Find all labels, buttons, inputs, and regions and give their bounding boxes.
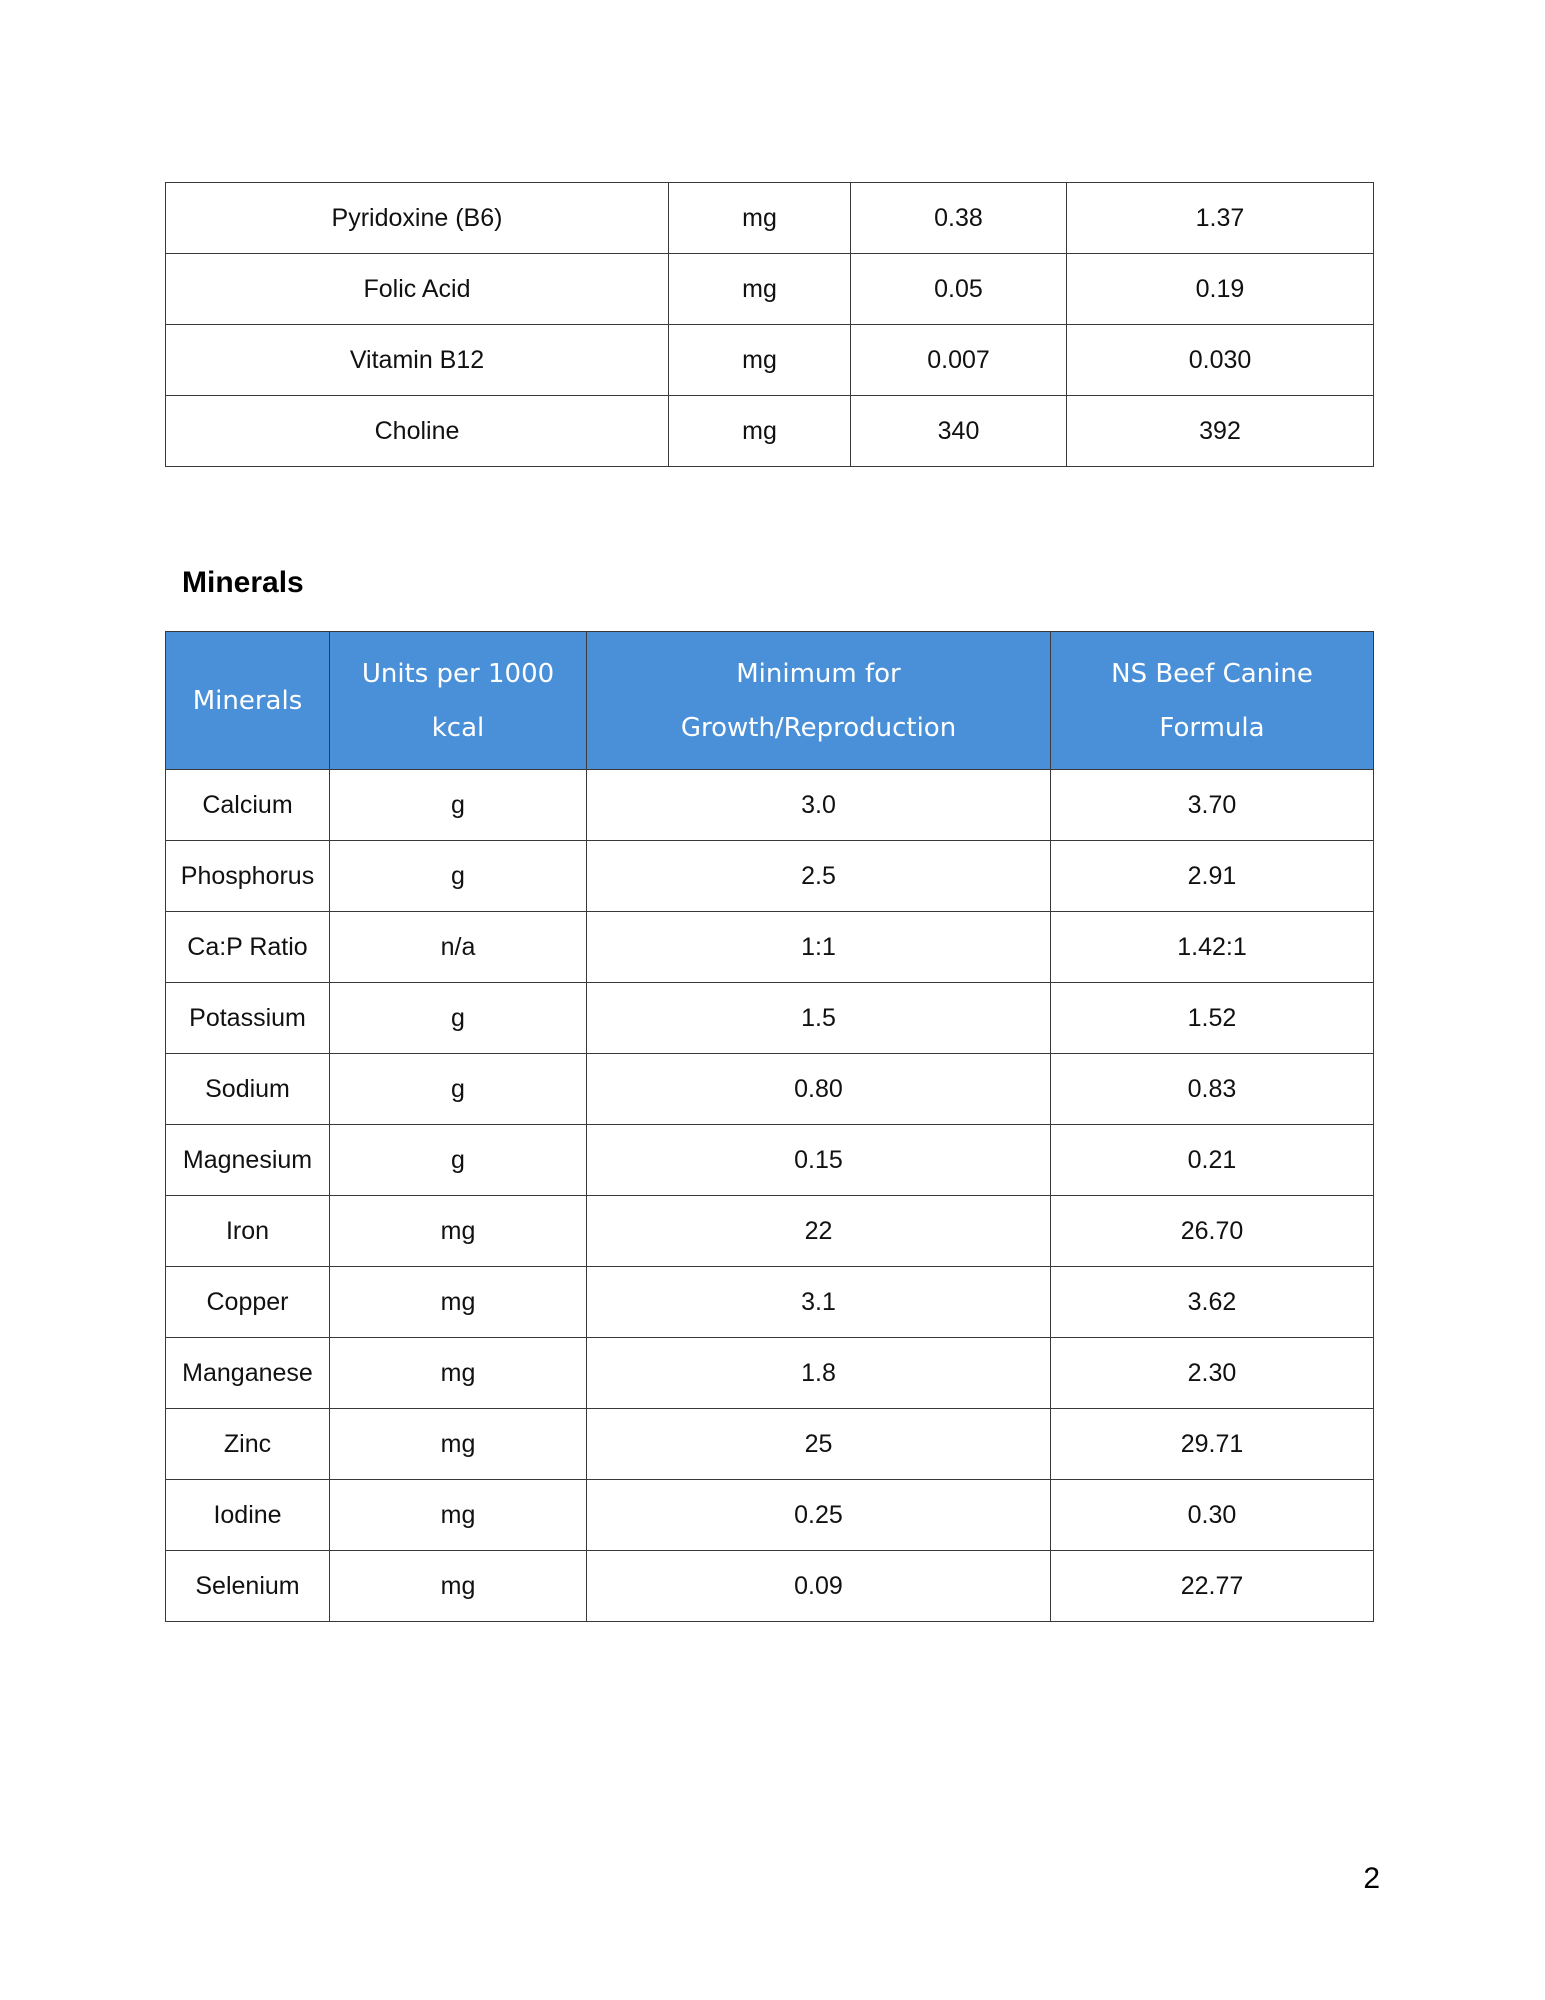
table-row (166, 1125, 1374, 1196)
mineral-name: Selenium (166, 1551, 330, 1622)
mineral-name: Phosphorus (166, 841, 330, 912)
nutrient-minimum: 0.007 (851, 325, 1067, 396)
mineral-name: Zinc (166, 1409, 330, 1480)
mineral-formula-value: 1.42:1 (1051, 912, 1374, 983)
mineral-minimum: 3.1 (587, 1267, 1051, 1338)
mineral-name: Potassium (166, 983, 330, 1054)
nutrient-unit: mg (669, 254, 851, 325)
nutrient-minimum: 340 (851, 396, 1067, 467)
mineral-unit: mg (330, 1338, 587, 1409)
mineral-formula-value: 1.52 (1051, 983, 1374, 1054)
table-row (166, 841, 1374, 912)
mineral-formula-value: 3.70 (1051, 770, 1374, 841)
mineral-name: Sodium (166, 1054, 330, 1125)
mineral-minimum: 2.5 (587, 841, 1051, 912)
mineral-formula-value: 2.30 (1051, 1338, 1374, 1409)
nutrient-formula-value: 0.19 (1067, 254, 1374, 325)
mineral-unit: mg (330, 1196, 587, 1267)
mineral-unit: n/a (330, 912, 587, 983)
column-header-units (330, 632, 587, 770)
mineral-minimum: 1.5 (587, 983, 1051, 1054)
mineral-unit: mg (330, 1267, 587, 1338)
column-header-minimum (587, 632, 1051, 770)
table-row (166, 1551, 1374, 1622)
mineral-unit: g (330, 1054, 587, 1125)
nutrient-name: Pyridoxine (B6) (166, 183, 669, 254)
mineral-unit: mg (330, 1409, 587, 1480)
mineral-unit: g (330, 841, 587, 912)
nutrient-name: Choline (166, 396, 669, 467)
mineral-formula-value: 3.62 (1051, 1267, 1374, 1338)
nutrient-formula-value: 0.030 (1067, 325, 1374, 396)
table-row (166, 1480, 1374, 1551)
mineral-unit: g (330, 770, 587, 841)
nutrient-minimum: 0.05 (851, 254, 1067, 325)
column-header-line: Minimum for (736, 658, 901, 689)
mineral-unit: mg (330, 1480, 587, 1551)
vitamins-table (165, 182, 1374, 467)
nutrient-minimum: 0.38 (851, 183, 1067, 254)
mineral-unit: g (330, 1125, 587, 1196)
mineral-minimum: 1:1 (587, 912, 1051, 983)
nutrient-formula-value: 1.37 (1067, 183, 1374, 254)
mineral-minimum: 1.8 (587, 1338, 1051, 1409)
column-header-formula (1051, 632, 1374, 770)
section-heading: Minerals (182, 566, 304, 599)
column-header-line: kcal (431, 712, 485, 743)
mineral-formula-value: 0.83 (1051, 1054, 1374, 1125)
page-number: 2 (1363, 1862, 1380, 1895)
mineral-formula-value: 22.77 (1051, 1551, 1374, 1622)
column-header-line: Formula (1159, 712, 1265, 743)
table-row (166, 983, 1374, 1054)
mineral-minimum: 3.0 (587, 770, 1051, 841)
nutrient-name: Vitamin B12 (166, 325, 669, 396)
mineral-minimum: 0.80 (587, 1054, 1051, 1125)
column-header-line: Units per 1000 (361, 658, 555, 689)
table-row (166, 183, 1374, 254)
table-row (166, 1267, 1374, 1338)
column-header-minerals (166, 632, 330, 770)
mineral-minimum: 25 (587, 1409, 1051, 1480)
mineral-formula-value: 29.71 (1051, 1409, 1374, 1480)
mineral-name: Iron (166, 1196, 330, 1267)
mineral-name: Ca:P Ratio (166, 912, 330, 983)
table-row (166, 1338, 1374, 1409)
nutrient-unit: mg (669, 325, 851, 396)
mineral-name: Calcium (166, 770, 330, 841)
mineral-name: Iodine (166, 1480, 330, 1551)
minerals-table (165, 631, 1374, 1622)
column-header-line: Growth/Reproduction (680, 712, 957, 743)
mineral-unit: mg (330, 1551, 587, 1622)
mineral-formula-value: 2.91 (1051, 841, 1374, 912)
table-row (166, 396, 1374, 467)
mineral-formula-value: 26.70 (1051, 1196, 1374, 1267)
column-header-line: NS Beef Canine (1111, 658, 1313, 689)
table-header-row (166, 632, 1374, 770)
mineral-minimum: 0.15 (587, 1125, 1051, 1196)
mineral-formula-value: 0.21 (1051, 1125, 1374, 1196)
nutrient-unit: mg (669, 183, 851, 254)
mineral-minimum: 0.25 (587, 1480, 1051, 1551)
mineral-name: Copper (166, 1267, 330, 1338)
nutrient-name: Folic Acid (166, 254, 669, 325)
mineral-name: Magnesium (166, 1125, 330, 1196)
table-row (166, 325, 1374, 396)
mineral-minimum: 22 (587, 1196, 1051, 1267)
table-row (166, 1054, 1374, 1125)
mineral-minimum: 0.09 (587, 1551, 1051, 1622)
table-row (166, 1196, 1374, 1267)
nutrient-formula-value: 392 (1067, 396, 1374, 467)
mineral-unit: g (330, 983, 587, 1054)
mineral-name: Manganese (166, 1338, 330, 1409)
table-row (166, 912, 1374, 983)
nutrient-unit: mg (669, 396, 851, 467)
column-header-label: Minerals (192, 685, 303, 716)
mineral-formula-value: 0.30 (1051, 1480, 1374, 1551)
table-row (166, 1409, 1374, 1480)
table-row (166, 254, 1374, 325)
table-row (166, 770, 1374, 841)
